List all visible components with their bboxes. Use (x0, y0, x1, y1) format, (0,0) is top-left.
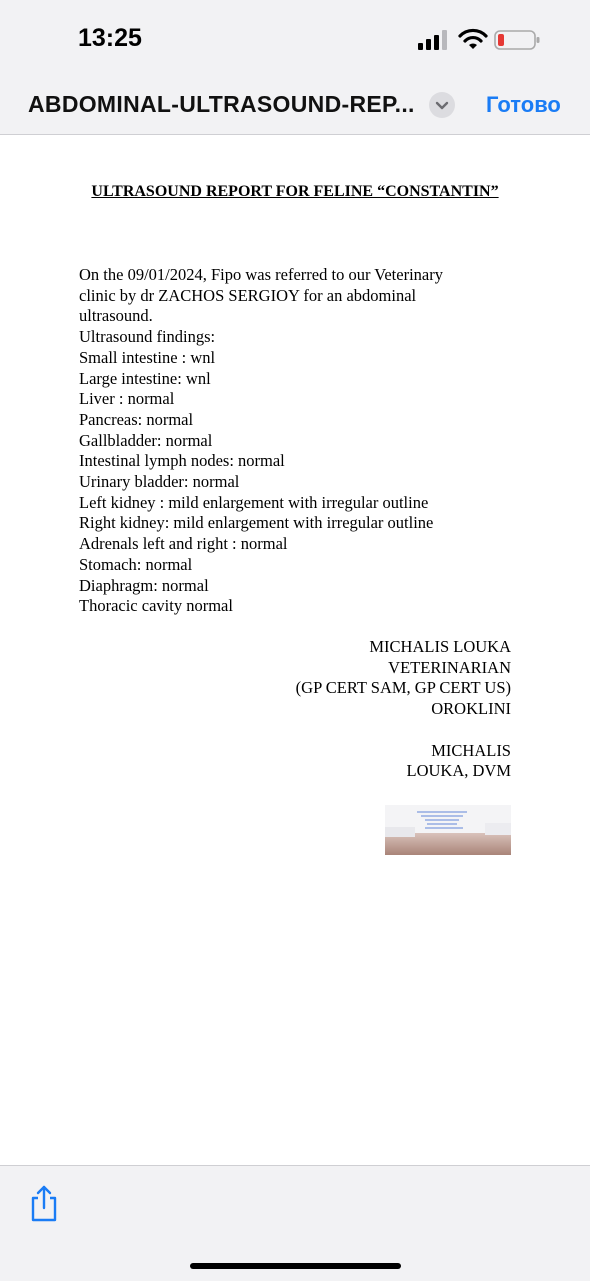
share-icon[interactable] (29, 1184, 59, 1222)
clinic-stamp-image (385, 805, 511, 855)
battery-icon (494, 29, 540, 51)
finding-item: Large intestine: wnl (79, 368, 211, 388)
signature-line: LOUKA, DVM (406, 761, 511, 781)
finding-item: Liver : normal (79, 389, 175, 409)
document-page (0, 135, 590, 1165)
wifi-icon (458, 28, 488, 50)
findings-heading: Ultrasound findings: (79, 327, 216, 347)
finding-item: Gallbladder: normal (79, 430, 213, 450)
finding-item: Diaphragm: normal (79, 575, 209, 595)
chevron-down-icon (429, 92, 455, 118)
bottom-toolbar (0, 1165, 590, 1281)
finding-item: Adrenals left and right : normal (79, 534, 288, 554)
finding-item: Left kidney : mild enlargement with irregular outline (79, 492, 429, 512)
home-indicator[interactable] (190, 1263, 401, 1269)
signature-line: MICHALIS (431, 740, 511, 760)
finding-item: Thoracic cavity normal (79, 596, 233, 616)
signature-block (296, 637, 511, 782)
finding-item: Intestinal lymph nodes: normal (79, 451, 285, 471)
title-menu-button[interactable] (429, 92, 455, 118)
document-title: ABDOMINAL-ULTRASOUND-REP... (28, 91, 415, 117)
report-body (79, 265, 499, 617)
vet-location: OROKLINI (431, 699, 511, 719)
report-title: ULTRASOUND REPORT FOR FELINE “CONSTANTIN” (91, 183, 499, 200)
status-bar (0, 0, 590, 80)
cellular-signal-icon (418, 30, 448, 50)
finding-item: Stomach: normal (79, 554, 193, 574)
finding-item: Pancreas: normal (79, 409, 194, 429)
body-line: clinic by dr ZACHOS SERGIOY for an abdominal (79, 285, 417, 305)
vet-role: VETERINARIAN (388, 657, 511, 677)
finding-item: Right kidney: mild enlargement with irregular outline (79, 513, 434, 533)
document-header (0, 80, 590, 135)
body-line: ultrasound. (79, 306, 153, 326)
vet-certs: (GP CERT SAM, GP CERT US) (295, 678, 511, 698)
finding-item: Small intestine : wnl (79, 347, 216, 367)
done-button[interactable]: Готово (486, 92, 561, 117)
finding-item: Urinary bladder: normal (79, 472, 240, 492)
body-line: On the 09/01/2024, Fipo was referred to our Veterinary (79, 265, 443, 284)
clock: 13:25 (78, 24, 142, 52)
vet-name: MICHALIS LOUKA (369, 637, 511, 656)
